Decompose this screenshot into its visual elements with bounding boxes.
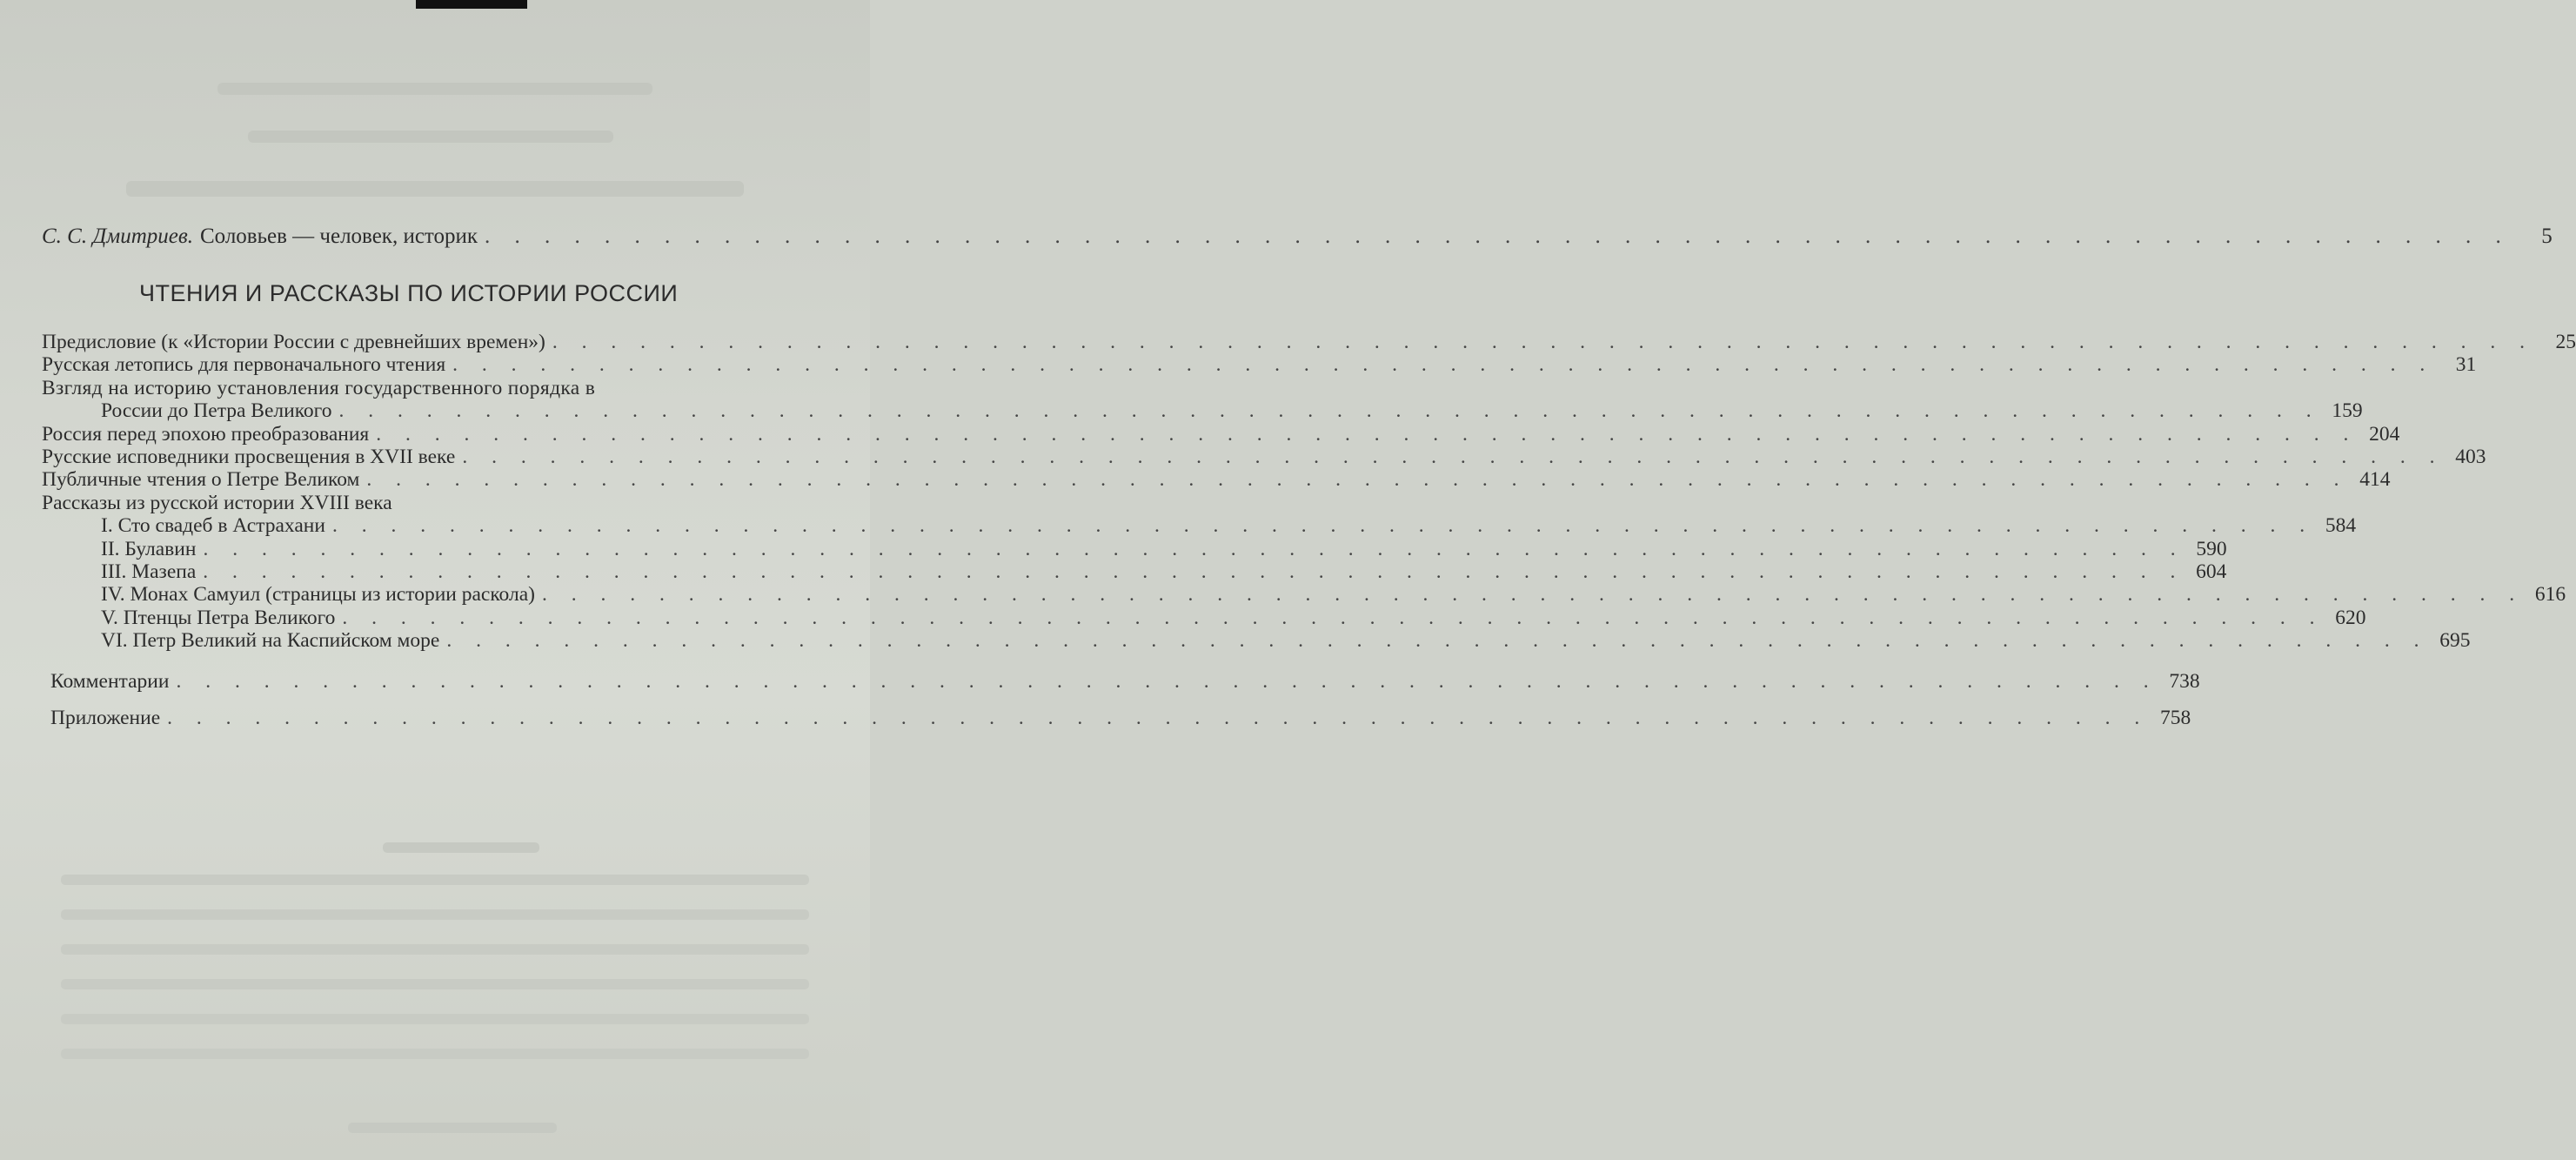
toc-entry-page: 590 [2196, 537, 2227, 560]
toc-entry-page: 616 [2534, 583, 2566, 607]
toc-entry-label: Комментарии [50, 670, 170, 694]
toc-entry-label: II. Булавин [101, 537, 197, 560]
dot-leader: . . . . . . . . . . . . . . . . . . . . . . . . . . . . . . . . . . . . . . . . . . . . . . . . . . . . . . . . . . . . . . . . . . . . [203, 537, 2185, 560]
dot-leader: . . . . . . . . . . . . . . . . . . . . . . . . . . . . . . . . . . . . . . . . . . . . . . . . . . . . . . . . . . . . . . . . . . . . [331, 514, 2315, 538]
dot-leader: . . . . . . . . . . . . . . . . . . . . . . . . . . . . . . . . . . . . . . . . . . . . . . . . . . . . . . . . . . . . . . . . . . . . [552, 331, 2534, 353]
toc-entry-page: 584 [2325, 514, 2357, 538]
dot-leader: . . . . . . . . . . . . . . . . . . . . . . . . . . . . . . . . . . . . . . . . . . . . . . . . . . . . . . . . . . . . . . . . . . . . [342, 606, 2325, 629]
bleed-through-shape [61, 909, 809, 920]
bleed-through-shape [348, 1123, 557, 1133]
toc-entry [42, 660, 2200, 702]
bleed-through-shape [61, 944, 809, 955]
toc-subentry [42, 606, 2366, 629]
bleed-through-shape [61, 1049, 809, 1059]
dot-leader: . . . . . . . . . . . . . . . . . . . . . . . . . . . . . . . . . . . . . . . . . . . . . . . . . . . . . . . . . . . . . . . . . . . . [462, 445, 2445, 468]
toc-entry-page: 604 [2196, 560, 2227, 583]
toc-entry-page: 25 [2555, 331, 2576, 353]
toc-entry-page: 403 [2455, 445, 2486, 468]
dot-leader: . . . . . . . . . . . . . . . . . . . . . . . . . . . . . . . . . . . . . . . . . . . . . . . . . . . . . . . . . . . . . . . . . . . . [176, 670, 2158, 694]
bleed-through-shape [61, 1014, 809, 1024]
bleed-through-shape [126, 181, 744, 197]
toc-entry-label: I. Сто свадеб в Астрахани [101, 514, 325, 538]
toc-subentry [42, 629, 2471, 653]
toc-entry-label: Приложение [50, 707, 161, 730]
toc-entry-label: Россия перед эпохою преобразования [42, 422, 370, 446]
toc-entry-page: 738 [2169, 670, 2200, 694]
toc-entry [42, 353, 2477, 377]
bleed-through-shape [61, 979, 809, 989]
toc-entry-label: Русская летопись для первоначального чтения [42, 353, 446, 377]
dot-leader: . . . . . . . . . . . . . . . . . . . . . . . . . . . . . . . . . . . . . . . . . . . . . . . . . . . . . . . . . . . . . . . . . . . . [452, 353, 2435, 377]
toc-subentry [42, 537, 2227, 560]
toc-entry-label: III. Мазепа [101, 560, 197, 583]
toc-subentry [42, 560, 2227, 583]
toc-entry-page: 758 [2160, 707, 2191, 730]
dot-leader: . . . . . . . . . . . . . . . . . . . . . . . . . . . . . . . . . . . . . . . . . . . . . . . . . . . . . . . . . . . . . . . . . . . . [203, 560, 2185, 583]
toc-entry-label: Взгляд на историю установления государственного порядка в [42, 376, 596, 399]
intro-author: С. С. Дмитриев. [42, 225, 193, 248]
bleed-through-shape [383, 842, 539, 853]
toc-entry-page: 695 [2439, 629, 2471, 653]
toc-entry-continuation [42, 399, 2363, 423]
toc-entry-page: 414 [2359, 468, 2391, 492]
toc-entry [42, 331, 2576, 353]
intro-page-number: 5 [2541, 225, 2553, 248]
toc-entry-label: IV. Монах Самуил (страницы из истории раскола) [101, 583, 535, 607]
page-edge-mark [416, 0, 527, 9]
toc-entry [42, 422, 2400, 446]
toc-entry-page: 204 [2369, 422, 2400, 446]
dot-leader: . . . . . . . . . . . . . . . . . . . . . . . . . . . . . . . . . . . . . . . . . . . . . . . . . . . . . . . . . . . . . . . . . . . . [542, 583, 2525, 607]
dot-leader: . . . . . . . . . . . . . . . . . . . . . . . . . . . . . . . . . . . . . . . . . . . . . . . . . . . . . . . . . . . . . . . . . . . . [366, 468, 2349, 492]
toc-entry-label: Публичные чтения о Петре Великом [42, 468, 360, 492]
bleed-through-shape [217, 83, 652, 95]
dot-leader: . . . . . . . . . . . . . . . . . . . . . . . . . . . . . . . . . . . . . . . . . . . . . . . . . . . . . . . . . . . . . . . . . . . . [338, 399, 2321, 423]
dot-leader: . . . . . . . . . . . . . . . . . . . . . . . . . . . . . . . . . . . . . . . . . . . . . . . . . . . . . . . . . . . . . . . . . . . . [167, 707, 2150, 730]
toc-entry [42, 377, 806, 399]
dot-leader: . . . . . . . . . . . . . . . . . . . . . . . . . . . . . . . . . . . . . . . . . . . . . . . . . . . . . . . . . . . . . . . . . . . . [485, 225, 2511, 248]
dot-leader: . . . . . . . . . . . . . . . . . . . . . . . . . . . . . . . . . . . . . . . . . . . . . . . . . . . . . . . . . . . . . . . . . . . . [376, 422, 2359, 446]
toc-group-heading [42, 492, 806, 514]
dot-leader: . . . . . . . . . . . . . . . . . . . . . . . . . . . . . . . . . . . . . . . . . . . . . . . . . . . . . . . . . . . . . . . . . . . . [446, 629, 2429, 653]
toc-entry-label: V. Птенцы Петра Великого [101, 606, 336, 629]
section-title: ЧТЕНИЯ И РАССКАЗЫ ПО ИСТОРИИ РОССИИ [139, 280, 679, 306]
toc-entry [42, 702, 2191, 734]
toc-entry-page: 31 [2455, 353, 2477, 377]
toc-subentry [42, 583, 2566, 607]
intro-title: Соловьев — человек, историк [199, 225, 478, 248]
bleed-through-shape [248, 131, 613, 143]
table-of-contents [42, 331, 2576, 734]
bleed-through-shape [61, 875, 809, 885]
toc-entry-label: Русские исповедники просвещения в XVII веке [42, 445, 456, 468]
toc-entry-label: России до Петра Великого [101, 399, 332, 423]
toc-entry-label: Рассказы из русской истории XVIII века [42, 491, 392, 514]
toc-entry [42, 468, 2391, 492]
toc-entry-page: 620 [2335, 606, 2366, 629]
intro-entry [42, 225, 2553, 249]
toc-entry-page: 159 [2332, 399, 2363, 423]
toc-entry-label: VI. Петр Великий на Каспийском море [101, 629, 440, 653]
toc-entry-label: Предисловие (к «Истории России с древнейших времен») [42, 331, 545, 353]
toc-entry [42, 445, 2486, 468]
toc-subentry [42, 514, 2357, 538]
